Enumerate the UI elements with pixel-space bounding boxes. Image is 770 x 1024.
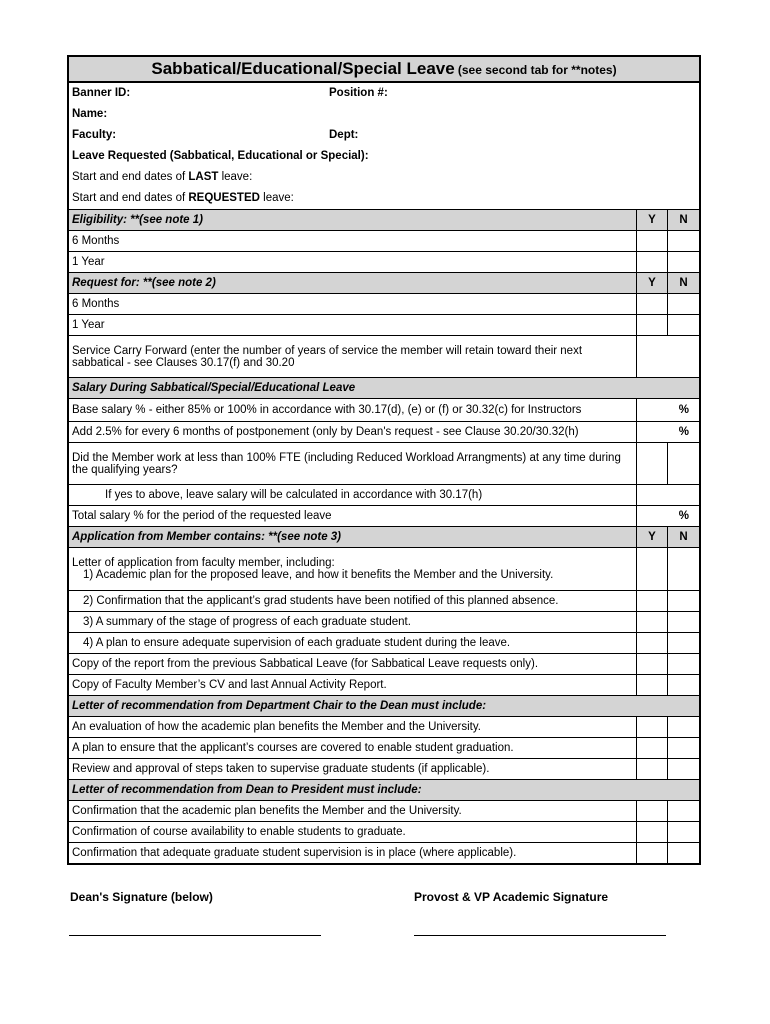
dean-item-row [69, 821, 699, 842]
letter-application-label: Letter of application from faculty member, including: [72, 557, 335, 569]
if-yes-row [69, 484, 699, 505]
request-for-heading-row [69, 272, 699, 293]
application-heading-row [69, 526, 699, 547]
chair-item-row [69, 758, 699, 779]
dean-signature-line[interactable] [69, 935, 321, 936]
y-checkbox[interactable] [637, 315, 668, 335]
chair-item-courses: A plan to ensure that the applicant’s courses are covered to enable student graduation. [69, 738, 637, 758]
if-yes-label: If yes to above, leave salary will be calculated in accordance with 30.17(h) [69, 485, 637, 505]
add-salary-label: Add 2.5% for every 6 months of postponement (only by Dean's request - see Clause 30.20/30.32(h) [69, 422, 637, 442]
name-label: Name: [72, 108, 108, 120]
y-checkbox[interactable] [637, 738, 668, 758]
total-salary-row [69, 505, 699, 526]
n-checkbox[interactable] [668, 252, 699, 272]
request-6-months: 6 Months [69, 294, 637, 314]
banner-id-label: Banner ID: [72, 87, 131, 99]
n-checkbox[interactable] [668, 612, 699, 632]
n-checkbox[interactable] [668, 801, 699, 821]
n-checkbox[interactable] [668, 654, 699, 674]
supervision-plan-row [69, 632, 699, 653]
n-header: N [679, 531, 688, 543]
y-header: Y [637, 527, 668, 547]
n-checkbox[interactable] [668, 675, 699, 695]
academic-plan-item: 1) Academic plan for the proposed leave, and how it benefits the Member and the University. [83, 569, 554, 581]
base-salary-row [69, 398, 699, 421]
chair-item-review: Review and approval of steps taken to supervise graduate students (if applicable). [69, 759, 637, 779]
base-salary-label: Base salary % - either 85% or 100% in accordance with 30.17(d), (e) or (f) or 30.32(c) for Instructors [69, 399, 637, 421]
eligibility-heading-row [69, 209, 699, 230]
total-salary-percent[interactable]: % [678, 510, 689, 522]
add-salary-percent[interactable]: % [678, 426, 689, 438]
y-checkbox[interactable] [637, 843, 668, 863]
n-checkbox[interactable] [668, 591, 699, 611]
y-checkbox[interactable] [637, 443, 668, 484]
n-checkbox[interactable] [668, 294, 699, 314]
header-fields [67, 83, 701, 209]
n-checkbox[interactable] [668, 843, 699, 863]
previous-report-label: Copy of the report from the previous Sabbatical Leave (for Sabbatical Leave requests only). [69, 654, 637, 674]
n-checkbox[interactable] [668, 759, 699, 779]
request-1-year: 1 Year [69, 315, 637, 335]
eligibility-1-year-row [69, 251, 699, 272]
total-salary-label: Total salary % for the period of the requested leave [69, 506, 637, 526]
y-checkbox[interactable] [637, 548, 668, 590]
form-rows [67, 209, 701, 865]
form-title [67, 55, 701, 83]
y-checkbox[interactable] [637, 801, 668, 821]
position-label: Position #: [329, 87, 388, 99]
dean-item-row [69, 842, 699, 863]
y-checkbox[interactable] [637, 717, 668, 737]
n-header: N [679, 277, 688, 289]
carry-forward-row [69, 335, 699, 377]
leave-form [67, 55, 701, 865]
cv-label: Copy of Faculty Member’s CV and last Annual Activity Report. [69, 675, 637, 695]
letter-application-row [69, 547, 699, 590]
base-salary-percent[interactable]: % [678, 404, 689, 416]
y-checkbox[interactable] [637, 591, 668, 611]
request-for-heading: Request for: **(see note 2) [69, 273, 637, 293]
dean-item-row [69, 800, 699, 821]
fte-row [69, 442, 699, 484]
n-checkbox[interactable] [668, 231, 699, 251]
chair-item-row [69, 737, 699, 758]
y-header: Y [637, 210, 668, 230]
y-checkbox[interactable] [637, 654, 668, 674]
progress-summary-row [69, 611, 699, 632]
y-checkbox[interactable] [637, 252, 668, 272]
y-header: Y [637, 273, 668, 293]
n-checkbox[interactable] [668, 633, 699, 653]
carry-forward-label: Service Carry Forward (enter the number of years of service the member will retain toward their next sabbatical - see Clauses 30.17(f) and 30.20 [69, 336, 637, 377]
previous-report-row [69, 653, 699, 674]
y-checkbox[interactable] [637, 633, 668, 653]
request-6-months-row [69, 293, 699, 314]
last-dates-label: Start and end dates of LAST leave: [72, 171, 253, 183]
title-main: Sabbatical/Educational/Special Leave [151, 59, 455, 78]
y-checkbox[interactable] [637, 675, 668, 695]
y-checkbox[interactable] [637, 822, 668, 842]
application-heading: Application from Member contains: **(see note 3) [69, 527, 637, 547]
title-note: (see second tab for **notes) [457, 63, 617, 77]
provost-signature-label: Provost & VP Academic Signature [414, 890, 609, 904]
salary-heading-row [69, 377, 699, 398]
dean-item-courses: Confirmation of course availability to enable students to graduate. [69, 822, 637, 842]
eligibility-6-months: 6 Months [69, 231, 637, 251]
n-checkbox[interactable] [668, 738, 699, 758]
chair-letter-heading-row [69, 695, 699, 716]
y-checkbox[interactable] [637, 759, 668, 779]
add-salary-row [69, 421, 699, 442]
dean-item-academic-plan: Confirmation that the academic plan benefits the Member and the University. [69, 801, 637, 821]
grad-notified-item: 2) Confirmation that the applicant’s grad students have been notified of this planned absence. [69, 591, 637, 611]
n-checkbox[interactable] [668, 548, 699, 590]
n-checkbox[interactable] [668, 315, 699, 335]
cv-row [69, 674, 699, 695]
eligibility-heading: Eligibility: **(see note 1) [69, 210, 637, 230]
eligibility-6-months-row [69, 230, 699, 251]
y-checkbox[interactable] [637, 612, 668, 632]
leave-requested-label: Leave Requested (Sabbatical, Educational or Special): [72, 150, 369, 162]
provost-signature-line[interactable] [414, 935, 666, 936]
chair-item-evaluation: An evaluation of how the academic plan benefits the Member and the University. [69, 717, 637, 737]
y-checkbox[interactable] [637, 231, 668, 251]
n-header: N [679, 214, 688, 226]
grad-notified-row [69, 590, 699, 611]
dean-letter-heading-row [69, 779, 699, 800]
faculty-label: Faculty: [72, 129, 117, 141]
n-checkbox[interactable] [668, 717, 699, 737]
if-yes-cell [637, 485, 699, 505]
supervision-plan-item: 4) A plan to ensure adequate supervision of each graduate student during the leave. [69, 633, 637, 653]
requested-dates-label: Start and end dates of REQUESTED leave: [72, 192, 294, 204]
n-checkbox[interactable] [668, 443, 699, 484]
dept-label: Dept: [329, 129, 359, 141]
dean-letter-heading: Letter of recommendation from Dean to President must include: [72, 784, 422, 796]
request-1-year-row [69, 314, 699, 335]
chair-letter-heading: Letter of recommendation from Department Chair to the Dean must include: [72, 700, 487, 712]
carry-forward-input[interactable] [637, 336, 699, 377]
y-checkbox[interactable] [637, 294, 668, 314]
letter-application-cell [69, 548, 637, 590]
n-checkbox[interactable] [668, 822, 699, 842]
dean-signature-label: Dean's Signature (below) [70, 890, 213, 904]
dean-item-supervision: Confirmation that adequate graduate student supervision is in place (where applicable). [69, 843, 637, 863]
fte-label: Did the Member work at less than 100% FTE (including Reduced Workload Arrangments) at any time during the qualifying years? [69, 443, 637, 484]
chair-item-row [69, 716, 699, 737]
progress-summary-item: 3) A summary of the stage of progress of each graduate student. [69, 612, 637, 632]
salary-heading: Salary During Sabbatical/Special/Educational Leave [72, 382, 356, 394]
eligibility-1-year: 1 Year [69, 252, 637, 272]
